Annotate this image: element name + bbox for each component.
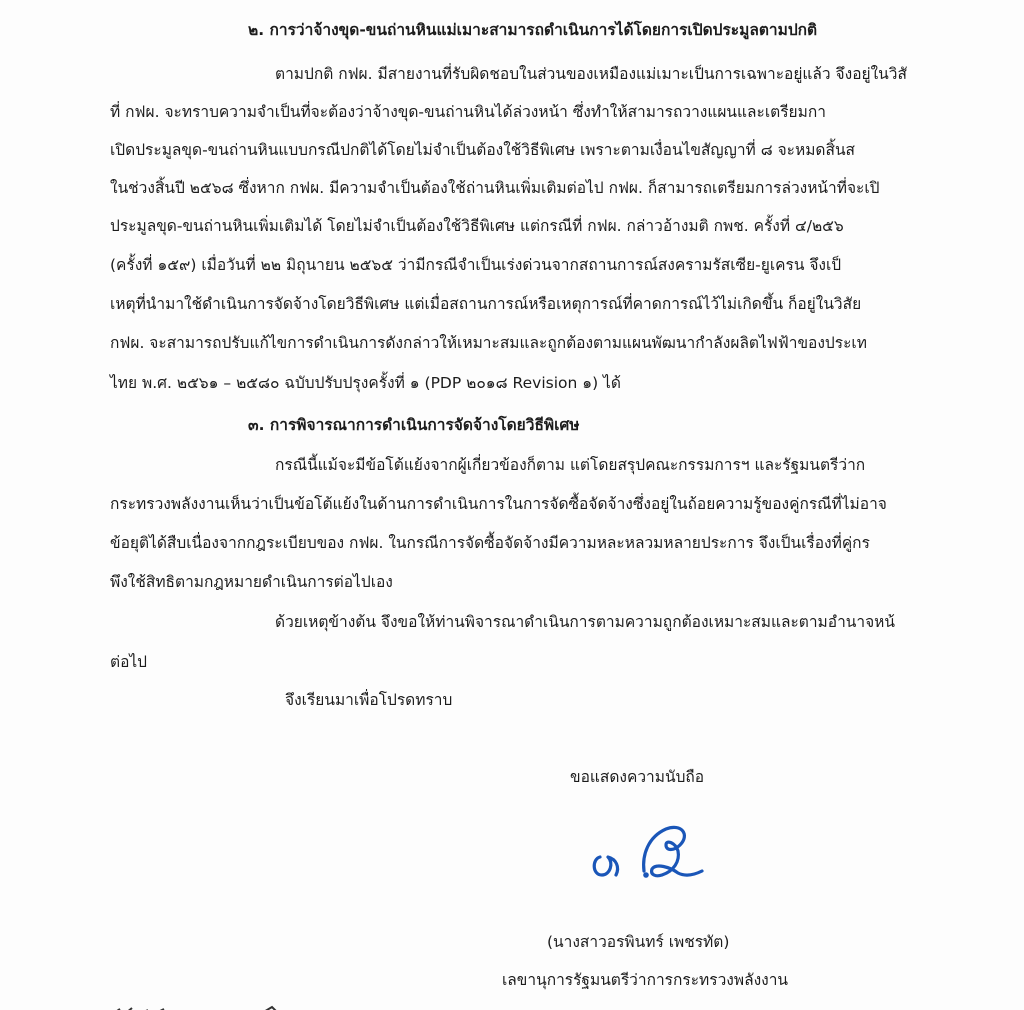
section3-heading: ๓. การพิจารณาการดำเนินการจัดจ้างโดยวิธีพิเศษ <box>248 416 580 434</box>
section3-line-1: กรณีนี้แม้จะมีข้อโต้แย้งจากผู้เกี่ยวข้องก็ตาม แต่โดยสรุปคณะกรรมการฯ และรัฐมนตรีว่าก <box>275 456 866 474</box>
section2-line-2: ที่ กฟผ. จะทราบความจำเป็นที่จะต้องว่าจ้างขุด-ขนถ่านหินได้ล่วงหน้า ซึ่งทำให้สามารถวางแผนและเตรียมกา <box>110 103 826 121</box>
section2-line-4: ในช่วงสิ้นปี ๒๕๖๘ ซึ่งหาก กฟผ. มีความจำเป็นต้องใช้ถ่านหินเพิ่มเติมต่อไป กฟผ. ก็สามารถเตรียมการล่วงหน้าที่จะเปิ <box>110 179 880 197</box>
section3-line-3: ข้อยุติได้สืบเนื่องจากกฎระเบียบของ กฟผ. ในกรณีการจัดซื้อจัดจ้างมีความหละหลวมหลายประการ จึงเป็นเรื่องที่คู่กร <box>110 534 870 552</box>
signature-image <box>586 815 726 895</box>
section2-line-9: ไทย พ.ศ. ๒๕๖๑ – ๒๕๘๐ ฉบับปรับปรุงครั้งที่ ๑ (PDP ๒๐๑๘ Revision ๑) ได้ <box>110 374 621 392</box>
signer-title: เลขานุการรัฐมนตรีว่าการกระทรวงพลังงาน <box>502 971 789 989</box>
section3-line-2: กระทรวงพลังงานเห็นว่าเป็นข้อโต้แย้งในด้านการดำเนินการในการจัดซื้อจัดจ้างซึ่งอยู่ในถ้อยความรู้ของคู่กรณีที่ไม่อาจ <box>110 495 887 513</box>
section2-line-8: กฟผ. จะสามารถปรับแก้ไขการดำเนินการดังกล่าวให้เหมาะสมและถูกต้องตามแผนพัฒนากำลังผลิตไฟฟ้าของประเท <box>110 334 867 352</box>
section3-line-4: พึงใช้สิทธิตามกฎหมายดำเนินการต่อไปเอง <box>110 573 393 591</box>
signer-name: (นางสาวอรพินทร์ เพชรทัต) <box>547 933 730 951</box>
section2-line-1: ตามปกติ กฟผ. มีสายงานที่รับผิดชอบในส่วนของเหมืองแม่เมาะเป็นการเฉพาะอยู่แล้ว จึงอยู่ในวิสั <box>275 65 907 83</box>
salutation: จึงเรียนมาเพื่อโปรดทราบ <box>285 691 453 709</box>
section2-line-6: (ครั้งที่ ๑๕๙) เมื่อวันที่ ๒๒ มิถุนายน ๒๕๖๕ ว่ามีกรณีจำเป็นเร่งด่วนจากสถานการณ์สงครามรัสเซีย-ยูเครน จึงเป็ <box>110 256 842 274</box>
section2-line-7: เหตุที่นำมาใช้ดำเนินการจัดจ้างโดยวิธีพิเศษ แต่เมื่อสถานการณ์หรือเหตุการณ์ที่คาดการณ์ไว้ไม่เกิดขึ้น ก็อยู่ในวิสัย <box>110 295 862 313</box>
regards: ขอแสดงความนับถือ <box>570 768 705 786</box>
cropped-text-fragment <box>112 1000 292 1010</box>
section2-heading: ๒. การว่าจ้างขุด-ขนถ่านหินแม่เมาะสามารถดำเนินการได้โดยการเปิดประมูลตามปกติ <box>248 21 818 39</box>
section2-line-3: เปิดประมูลขุด-ขนถ่านหินแบบกรณีปกติได้โดยไม่จำเป็นต้องใช้วิธีพิเศษ เพราะตามเงื่อนไขสัญญาที่ ๘ จะหมดสิ้นส <box>110 141 856 159</box>
section2-line-5: ประมูลขุด-ขนถ่านหินเพิ่มเติมได้ โดยไม่จำเป็นต้องใช้วิธีพิเศษ แต่กรณีที่ กฟผ. กล่าวอ้างมติ กพช. ครั้งที่ ๔/๒๕๖ <box>110 217 844 235</box>
closing-line-2: ต่อไป <box>110 653 148 671</box>
closing-line-1: ด้วยเหตุข้างต้น จึงขอให้ท่านพิจารณาดำเนินการตามความถูกต้องเหมาะสมและตามอำนาจหน้ <box>275 613 895 631</box>
